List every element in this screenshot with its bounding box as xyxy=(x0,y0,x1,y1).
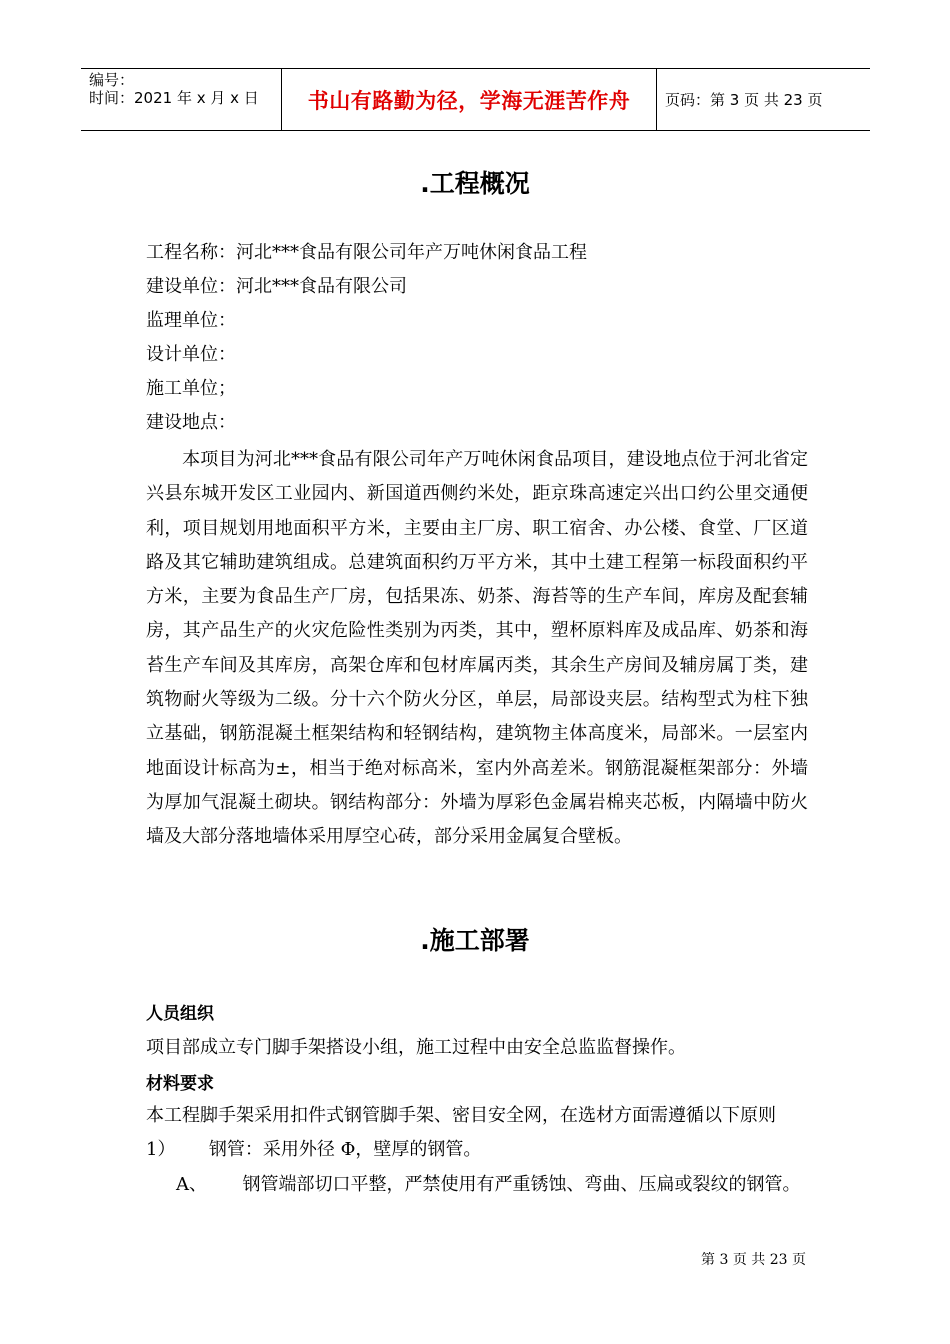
project-info-list xyxy=(146,236,587,440)
document-date: 时间：2021 年 x 月 x 日 xyxy=(89,89,259,107)
document-number: 编号： xyxy=(89,71,135,89)
list-item-1 xyxy=(146,1135,481,1161)
material-heading: 材料要求 xyxy=(146,1074,214,1094)
info-builder: 建设单位：河北***食品有限公司 xyxy=(146,276,407,297)
info-contractor: 施工单位； xyxy=(146,378,236,399)
header-page-number: 页码：第 3 页 共 23 页 xyxy=(665,90,823,109)
header-meta xyxy=(81,69,281,130)
info-designer: 设计单位： xyxy=(146,344,236,365)
page-header xyxy=(81,68,870,131)
list-item-a-number: A、 xyxy=(176,1174,207,1195)
info-supervisor: 监理单位： xyxy=(146,310,236,331)
header-motto-cell xyxy=(281,69,657,130)
list-item-1-number: 1） xyxy=(146,1139,176,1160)
footer-page-number: 第 3 页 共 23 页 xyxy=(701,1252,806,1268)
info-location: 建设地点： xyxy=(146,412,236,433)
material-text: 本工程脚手架采用扣件式钢管脚手架、密目安全网，在选材方面需遵循以下原则 xyxy=(146,1105,776,1126)
section-title-overview: .工程概况 xyxy=(420,169,530,198)
section-title-deployment: .施工部署 xyxy=(420,926,530,955)
list-item-a xyxy=(176,1170,800,1196)
overview-paragraph xyxy=(146,443,808,855)
motto: 书山有路勤为径，学海无涯苦作舟 xyxy=(307,88,631,113)
personnel-text: 项目部成立专门脚手架搭设小组，施工过程中由安全总监监督操作。 xyxy=(146,1037,686,1058)
list-item-1-text: 钢管：采用外径 Φ，壁厚的钢管。 xyxy=(208,1139,482,1160)
list-item-a-text: 钢管端部切口平整，严禁使用有严重锈蚀、弯曲、压扁或裂纹的钢管。 xyxy=(242,1174,801,1195)
personnel-heading: 人员组织 xyxy=(146,1004,214,1024)
overview-paragraph-text: 本项目为河北***食品有限公司年产万吨休闲食品项目，建设地点位于河北省定兴县东城开发区工业园内、新国道西侧约米处，距京珠高速定兴出口约公里交通便利，项目规划用地面积平方米，主要由主厂房、职工宿舍、办公楼、食堂、厂区道路及其它辅助建筑组成。总建筑面积约万平方米，其中土建工程第一标段面积约平方米，主要为食品生产厂房，包括果冻、奶茶、海苔等的生产车间，库房及配套辅房，其产品生产的火灾危险性类别为丙类，其中，塑杯原料库及成品库、奶茶和海苔生产车间及其库房，高架仓库和包材库属丙类，其余生产房间及辅房属丁类，建筑物耐火等级为二级。分十六个防火分区，单层，局部设夹层。结构型式为柱下独立基础，钢筋混凝土框架结构和轻钢结构，建筑物主体高度米，局部米。一层室内地面设计标高为±，相当于绝对标高米，室内外高差米。钢筋混凝框架部分：外墙为厚加气混凝土砌块。钢结构部分：外墙为厚彩色金属岩棉夹芯板，内隔墙中防火墙及大部分落地墙体采用厚空心砖，部分采用金属复合壁板。 xyxy=(146,449,808,848)
header-page-cell xyxy=(657,69,870,130)
info-project-name: 工程名称：河北***食品有限公司年产万吨休闲食品工程 xyxy=(146,242,587,263)
